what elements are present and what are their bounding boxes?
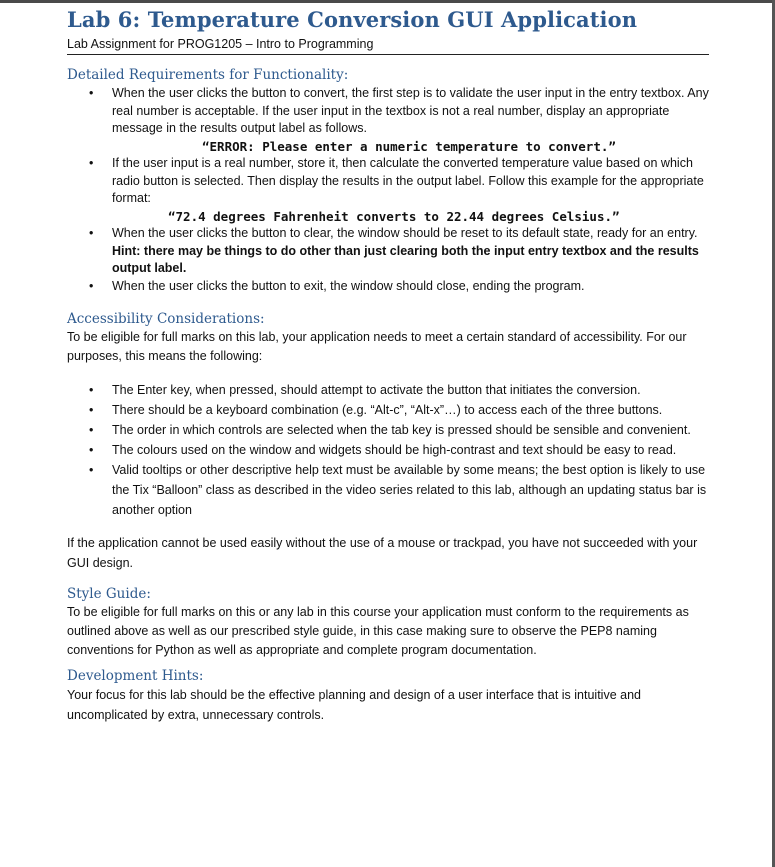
hint-text: Hint: there may be things to do other than just clearing both the input entry textbox and the results output label. bbox=[112, 243, 699, 275]
window-top-border bbox=[0, 0, 775, 3]
requirement-text: When the user clicks the button to exit, the window should close, ending the program. bbox=[112, 278, 585, 293]
bullet-glyph: • bbox=[89, 403, 94, 417]
accessibility-closing: If the application cannot be used easily without the use of a mouse or trackpad, you have not succeeded with your GUI design. bbox=[67, 536, 698, 570]
accessibility-item: The order in which controls are selected when the tab key is pressed should be sensible and convenient. bbox=[112, 423, 691, 437]
accessibility-item: Valid tooltips or other descriptive help text must be available by some means; the best option is likely to use the Tix “Balloon” class as described in the video series related to this lab, although an updating status bar is another option bbox=[112, 463, 707, 517]
output-format-example: “72.4 degrees Fahrenheit converts to 22.44 degrees Celsius.” bbox=[168, 208, 620, 224]
list-item bbox=[67, 155, 709, 225]
list-item bbox=[67, 440, 709, 460]
requirement-text: When the user clicks the button to clear, the window should be reset to its default state, ready for an entry. bbox=[112, 226, 698, 240]
accessibility-item: There should be a keyboard combination (e.g. “Alt-c”, “Alt-x”…) to access each of the three buttons. bbox=[112, 403, 663, 417]
document-subtitle: Lab Assignment for PROG1205 – Intro to Programming bbox=[67, 36, 709, 55]
requirements-list bbox=[67, 85, 709, 295]
bullet-glyph: • bbox=[89, 463, 94, 477]
bullet-glyph: • bbox=[89, 156, 94, 170]
requirement-text: If the user input is a real number, store it, then calculate the converted temperature value based on which radio button is selected. Then display the results in the output label. Follow this example for the appropriate format: bbox=[112, 156, 704, 205]
error-message-example: “ERROR: Please enter a numeric temperature to convert.” bbox=[202, 138, 616, 154]
style-guide-heading: Style Guide: bbox=[67, 586, 151, 602]
development-hints-text: Your focus for this lab should be the effective planning and design of a user interface that is intuitive and uncomplicated by extra, unnecessary controls. bbox=[67, 688, 641, 722]
list-item bbox=[67, 400, 709, 420]
accessibility-item: The Enter key, when pressed, should attempt to activate the button that initiates the conversion. bbox=[112, 383, 641, 397]
bullet-glyph: • bbox=[89, 226, 94, 240]
requirement-text: When the user clicks the button to convert, the first step is to validate the user input in the entry textbox. Any real number is acceptable. If the user input in the textbox is not a real number, display an appropriate message in the results output label as follows. bbox=[112, 86, 709, 135]
document-page bbox=[67, 6, 709, 725]
list-item bbox=[67, 278, 709, 296]
accessibility-heading: Accessibility Considerations: bbox=[67, 311, 265, 327]
bullet-glyph: • bbox=[89, 278, 94, 293]
bullet-glyph: • bbox=[89, 443, 94, 457]
accessibility-list bbox=[67, 380, 709, 520]
list-item bbox=[67, 460, 709, 520]
development-hints-heading: Development Hints: bbox=[67, 668, 204, 684]
bullet-glyph: • bbox=[89, 86, 94, 100]
list-item bbox=[67, 225, 709, 278]
accessibility-intro: To be eligible for full marks on this lab, your application needs to meet a certain standard of accessibility. For our purposes, this means the following: bbox=[67, 330, 687, 363]
requirements-heading: Detailed Requirements for Functionality: bbox=[67, 67, 349, 83]
document-title: Lab 6: Temperature Conversion GUI Application bbox=[67, 7, 638, 32]
accessibility-item: The colours used on the window and widgets should be high-contrast and text should be easy to read. bbox=[112, 443, 677, 457]
list-item bbox=[67, 420, 709, 440]
bullet-glyph: • bbox=[89, 383, 94, 397]
list-item bbox=[67, 85, 709, 155]
style-guide-text: To be eligible for full marks on this or any lab in this course your application must conform to the requirements as outlined above as well as our prescribed style guide, in this case making sure to observe the PEP8 naming conventions for Python as well as appropriate and complete program documentation. bbox=[67, 605, 689, 657]
list-item bbox=[67, 380, 709, 400]
bullet-glyph: • bbox=[89, 423, 94, 437]
